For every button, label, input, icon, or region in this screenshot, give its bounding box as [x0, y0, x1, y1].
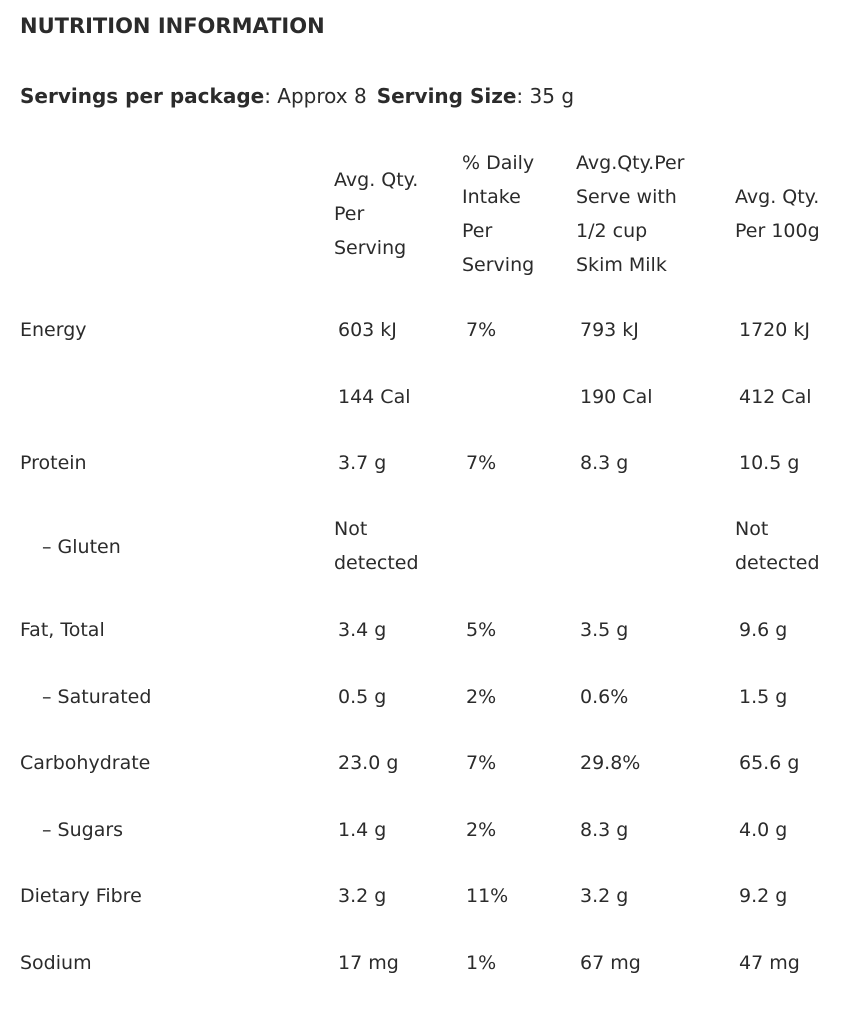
cell-carbohydrate-daily-intake: 7% — [466, 752, 497, 774]
cell-saturated-with-milk: 0.6% — [580, 686, 629, 708]
row-label-sodium: Sodium — [20, 952, 92, 974]
header-avg-per-serving — [334, 163, 418, 265]
row-label-gluten: – Gluten — [42, 536, 121, 558]
cell-fibre-daily-intake: 11% — [466, 885, 509, 907]
row-label-fat-total: Fat, Total — [20, 619, 105, 641]
row-label-sugars: – Sugars — [42, 819, 124, 841]
cell-fibre-with-milk: 3.2 g — [580, 885, 629, 907]
header-line: Serving — [462, 254, 535, 276]
cell-saturated-per-100g: 1.5 g — [739, 686, 788, 708]
cell-fibre-per-100g: 9.2 g — [739, 885, 788, 907]
header-line: % Daily — [462, 152, 535, 174]
cell-saturated-daily-intake: 2% — [466, 686, 497, 708]
page-title: NUTRITION INFORMATION — [20, 14, 325, 38]
cell-sodium-per-100g: 47 mg — [739, 952, 800, 974]
cell-fibre-per-serving: 3.2 g — [338, 885, 387, 907]
cell-gluten-per-100g — [735, 512, 820, 580]
cell-sodium-per-serving: 17 mg — [338, 952, 399, 974]
cell-energy-with-milk: 793 kJ — [580, 319, 639, 341]
header-line: Per 100g — [735, 220, 820, 242]
serving-size-label: Serving Size — [376, 84, 517, 108]
cell-energy-cal-with-milk: 190 Cal — [580, 386, 653, 408]
cell-line: detected — [735, 552, 820, 574]
servings-per-package-value: : Approx 8 — [264, 84, 367, 108]
cell-carbohydrate-per-100g: 65.6 g — [739, 752, 800, 774]
header-with-skim-milk — [576, 146, 685, 282]
serving-size-value: : 35 g — [516, 84, 575, 108]
cell-protein-daily-intake: 7% — [466, 452, 497, 474]
cell-fat-with-milk: 3.5 g — [580, 619, 629, 641]
cell-gluten-per-serving — [334, 512, 419, 580]
header-per-100g — [735, 180, 820, 248]
header-line: Avg. Qty. — [334, 169, 419, 191]
cell-saturated-per-serving: 0.5 g — [338, 686, 387, 708]
header-line: Avg. Qty. — [735, 186, 820, 208]
header-line: Per — [334, 203, 365, 225]
cell-sodium-daily-intake: 1% — [466, 952, 497, 974]
header-line: Avg.Qty.Per — [576, 152, 685, 174]
cell-line: Not — [735, 518, 769, 540]
cell-protein-per-serving: 3.7 g — [338, 452, 387, 474]
cell-protein-with-milk: 8.3 g — [580, 452, 629, 474]
servings-per-package-label: Servings per package — [20, 84, 265, 108]
cell-line: detected — [334, 552, 419, 574]
header-line: Skim Milk — [576, 254, 667, 276]
cell-carbohydrate-with-milk: 29.8% — [580, 752, 641, 774]
cell-protein-per-100g: 10.5 g — [739, 452, 800, 474]
cell-sugars-per-100g: 4.0 g — [739, 819, 788, 841]
cell-energy-per-100g: 1720 kJ — [739, 319, 810, 341]
cell-energy-daily-intake: 7% — [466, 319, 497, 341]
header-line: 1/2 cup — [576, 220, 648, 242]
cell-sodium-with-milk: 67 mg — [580, 952, 641, 974]
row-label-saturated: – Saturated — [42, 686, 152, 708]
cell-sugars-with-milk: 8.3 g — [580, 819, 629, 841]
cell-line: Not — [334, 518, 368, 540]
cell-energy-cal-per-serving: 144 Cal — [338, 386, 411, 408]
cell-energy-cal-per-100g: 412 Cal — [739, 386, 812, 408]
header-line: Serve with — [576, 186, 677, 208]
header-line: Per — [462, 220, 493, 242]
cell-sugars-daily-intake: 2% — [466, 819, 497, 841]
header-daily-intake — [462, 146, 534, 282]
header-line: Intake — [462, 186, 521, 208]
cell-fat-daily-intake: 5% — [466, 619, 497, 641]
servings-line — [20, 84, 574, 108]
row-label-carbohydrate: Carbohydrate — [20, 752, 151, 774]
cell-energy-per-serving: 603 kJ — [338, 319, 397, 341]
cell-fat-per-serving: 3.4 g — [338, 619, 387, 641]
cell-fat-per-100g: 9.6 g — [739, 619, 788, 641]
row-label-energy: Energy — [20, 319, 87, 341]
cell-sugars-per-serving: 1.4 g — [338, 819, 387, 841]
header-line: Serving — [334, 237, 407, 259]
cell-carbohydrate-per-serving: 23.0 g — [338, 752, 399, 774]
row-label-dietary-fibre: Dietary Fibre — [20, 885, 142, 907]
row-label-protein: Protein — [20, 452, 87, 474]
